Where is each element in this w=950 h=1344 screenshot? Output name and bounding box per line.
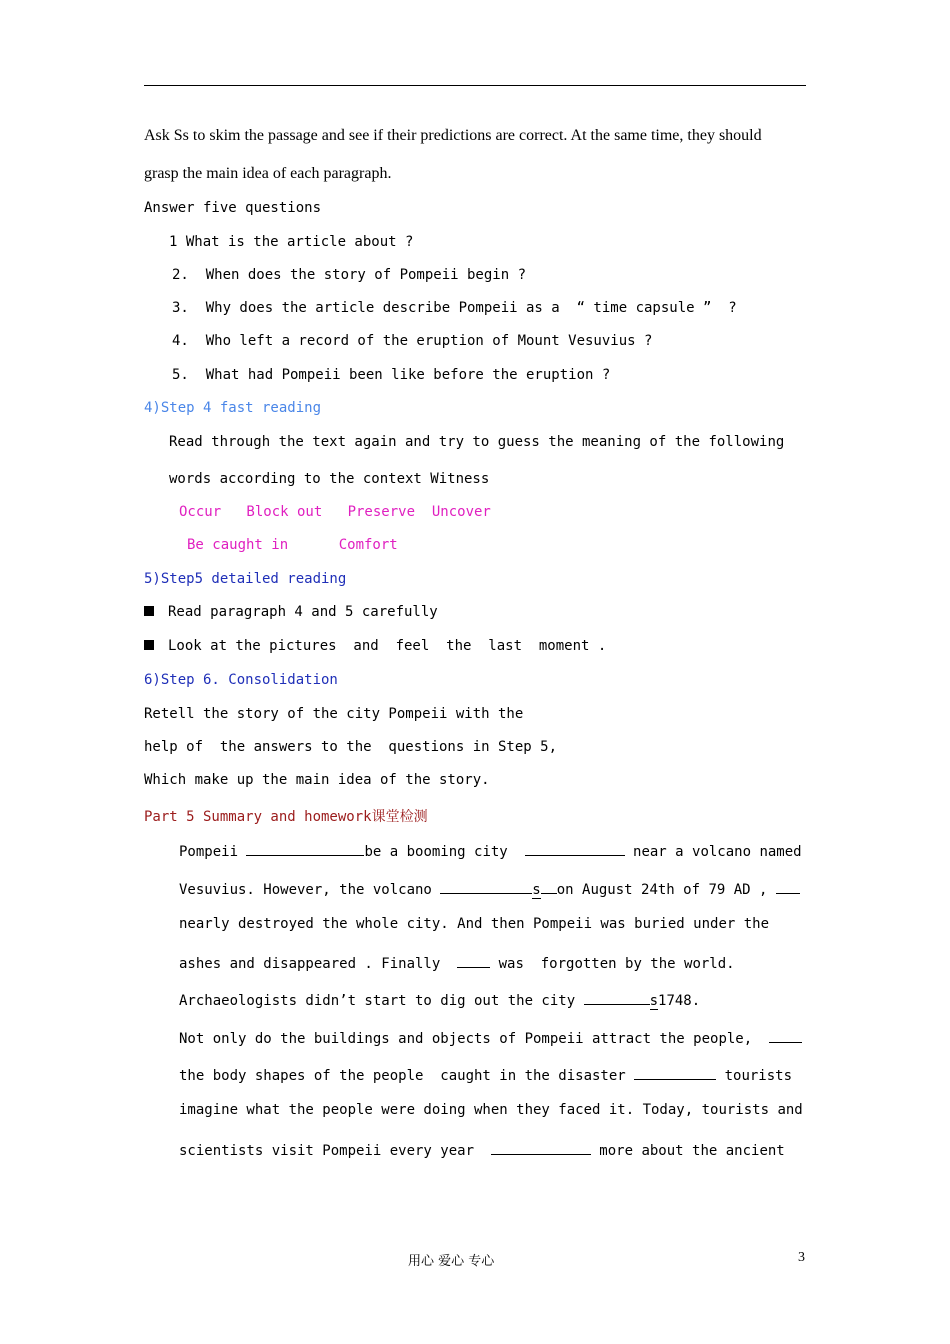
summary-line-1 [179,841,802,860]
step4-text-2: words according to the context Witness [169,471,490,487]
question-2: 2. When does the story of Pompeii begin ? [172,267,527,283]
summary-text: scientists visit Pompeii every year [179,1143,491,1159]
step4-heading: 4)Step 4 fast reading [144,400,322,416]
blank-1[interactable] [246,841,364,856]
square-bullet-icon [144,640,154,650]
summary-line-2 [179,879,800,898]
summary-text: 1748. [658,993,701,1009]
step4-text-1: Read through the text again and try to guess the meaning of the following [169,434,785,450]
blank-3[interactable] [440,879,532,894]
blank-3-tail[interactable] [541,879,557,894]
header-rule [144,85,806,86]
step5-heading: 5)Step5 detailed reading [144,571,347,587]
step5-bullet-2-text: Look at the pictures and feel the last moment . [168,638,607,654]
summary-text: Pompeii [179,844,247,860]
question-1: 1 What is the article about ? [169,234,414,250]
blank-7[interactable] [769,1028,802,1043]
summary-text: on August 24th of 79 AD , [556,882,776,898]
blank-6[interactable] [584,990,650,1005]
intro-line-2: grasp the main idea of each paragraph. [144,165,392,182]
blank-2[interactable] [525,841,625,856]
questions-heading: Answer five questions [144,200,322,216]
summary-line-7 [179,1065,792,1084]
summary-text: Vesuvius. However, the volcano [179,882,441,898]
blank-9[interactable] [491,1140,591,1155]
summary-text: be a booming city [364,844,525,860]
step4-words-row-1: Occur Block out Preserve Uncover [179,504,491,520]
summary-text: tourists [716,1068,793,1084]
blank-8[interactable] [634,1065,716,1080]
step6-line-3: Which make up the main idea of the story. [144,772,490,788]
summary-text: Archaeologists didn’t start to dig out the city [179,993,584,1009]
question-3: 3. Why does the article describe Pompeii as a “ time capsule ” ? [172,300,737,316]
summary-line-9 [179,1140,785,1159]
summary-text: more about the ancient [590,1143,785,1159]
part5-heading-text: Part 5 Summary and homework [144,809,372,825]
summary-line-4 [179,953,735,972]
step5-bullet-1 [144,604,438,620]
summary-line-6 [179,1028,802,1047]
step5-bullet-2 [144,638,606,654]
question-4: 4. Who left a record of the eruption of Mount Vesuvius ? [172,333,653,349]
summary-line-3: nearly destroyed the whole city. And then Pompeii was buried under the [179,916,770,932]
summary-text: was forgotten by the world. [490,956,735,972]
square-bullet-icon [144,606,154,616]
part5-heading-cn: 课堂检测 [371,809,428,825]
step5-bullet-1-text: Read paragraph 4 and 5 carefully [168,604,438,620]
page-number: 3 [798,1250,805,1265]
step6-line-1: Retell the story of the city Pompeii with the [144,706,524,722]
intro-line-1: Ask Ss to skim the passage and see if their predictions are correct. At the same time, they should [144,127,762,144]
blank-5[interactable] [457,953,490,968]
question-5: 5. What had Pompeii been like before the eruption ? [172,367,611,383]
blank-4[interactable] [776,879,800,894]
summary-line-5 [179,990,700,1009]
summary-text: near a volcano named [624,844,802,860]
step6-line-2: help of the answers to the questions in Step 5, [144,739,558,755]
step6-heading: 6)Step 6. Consolidation [144,672,338,688]
summary-text: the body shapes of the people caught in the disaster [179,1068,635,1084]
step4-words-row-2: Be caught in Comfort [187,537,398,553]
summary-text: s [532,882,541,898]
summary-text: Not only do the buildings and objects of Pompeii attract the people, [179,1031,770,1047]
summary-text: ashes and disappeared . Finally [179,956,458,972]
part5-heading [144,806,428,826]
summary-text: s [649,993,659,1009]
summary-line-8: imagine what the people were doing when they faced it. Today, tourists and [179,1102,803,1118]
page-footer: 用心 爱心 专心 [408,1254,495,1269]
